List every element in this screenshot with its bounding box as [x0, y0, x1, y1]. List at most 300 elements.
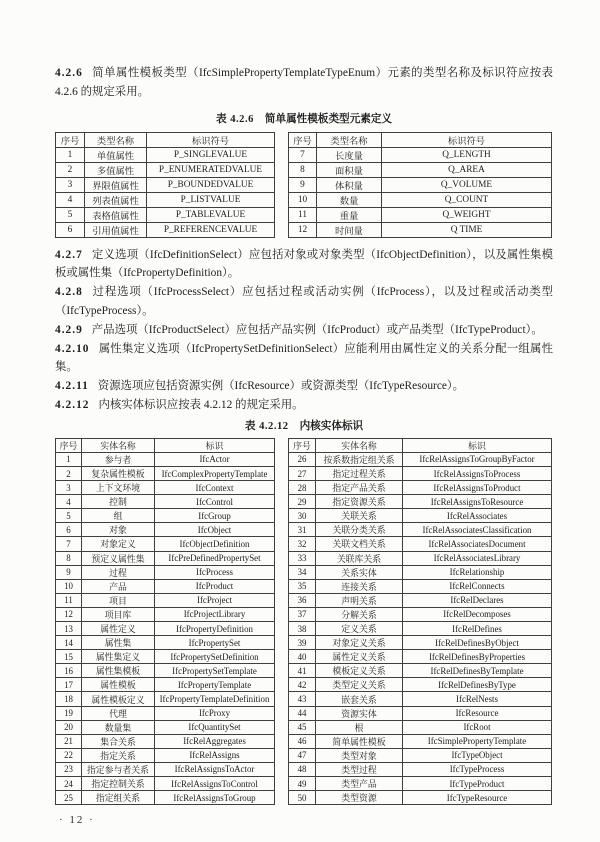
table-cell: 22 [56, 748, 82, 762]
table-cell: IfcRelAssociatesClassification [403, 523, 552, 537]
table-cell: 43 [289, 692, 316, 706]
table-cell: IfcRelDecomposes [403, 607, 552, 621]
table-cell: Q_AREA [382, 162, 552, 177]
table-body [56, 147, 275, 237]
section-text: 定义选项（IfcDefinitionSelect）应包括对象或对象类型（IfcObjectDefinition），以及属性集模板或属性集（IfcPropertyDefinition）。 [55, 248, 553, 280]
table-cell: 9 [289, 177, 317, 192]
table-cell: IfcProduct [155, 579, 275, 593]
table-row [289, 720, 552, 734]
table-cell: 重量 [317, 207, 382, 222]
table-header-cell: 序号 [56, 132, 85, 147]
table-cell: 6 [56, 523, 82, 537]
table-cell: IfcRelDefines [403, 621, 552, 635]
table-cell: 5 [56, 509, 82, 523]
table-header-row [289, 438, 552, 452]
table-cell: IfcRelAssignsToActor [155, 762, 275, 776]
table-row [289, 565, 552, 579]
table-cell: 对象定义关系 [316, 636, 403, 650]
table-cell: 属性定义关系 [316, 650, 403, 664]
table-row [56, 720, 275, 734]
table-cell: P_BOUNDEDVALUE [147, 177, 275, 192]
table-row [56, 762, 275, 776]
table-cell: 26 [289, 452, 316, 466]
table-row [56, 692, 275, 706]
caption-label: 表 4.2.12 [244, 420, 289, 432]
table-cell: 49 [289, 777, 316, 791]
table-cell: 17 [56, 678, 82, 692]
table-row [56, 734, 275, 748]
table-cell: 15 [56, 650, 82, 664]
table-cell: 50 [289, 791, 316, 805]
table-header-cell: 类型名称 [317, 132, 382, 147]
table-row [56, 147, 275, 162]
table-header-cell: 标识 [155, 438, 275, 452]
table-row [289, 607, 552, 621]
table-cell: 对象 [82, 523, 155, 537]
table-cell: 45 [289, 720, 316, 734]
table-cell: 对象定义 [82, 537, 155, 551]
table-cell: IfcRelAssignsToProcess [403, 466, 552, 480]
table-cell: 按系数指定组关系 [316, 452, 403, 466]
table-row [289, 509, 552, 523]
table-cell: 1 [56, 147, 85, 162]
table-cell: IfcTypeProduct [403, 777, 552, 791]
table-cell: 属性集模板 [82, 664, 155, 678]
table-cell: 9 [56, 565, 82, 579]
table-cell: 类型对象 [316, 748, 403, 762]
table-cell: 预定义属性集 [82, 551, 155, 565]
table-cell: IfcProjectLibrary [155, 607, 275, 621]
table-cell: 指定资源关系 [316, 495, 403, 509]
table-cell: IfcTypeObject [403, 748, 552, 762]
table-cell: Q_WEIGHT [382, 207, 552, 222]
table-row [289, 621, 552, 635]
table-cell: 表格值属性 [85, 207, 147, 222]
table-cell: 上下文环境 [82, 481, 155, 495]
table-row [289, 678, 552, 692]
table-row [56, 452, 275, 466]
section-text: 属性集定义选项（IfcPropertySetDefinitionSelect）应能利用由属性定义的关系分配一组属性集。 [55, 342, 553, 374]
property-template-table-right [288, 132, 552, 238]
table-header-cell: 标识 [403, 438, 552, 452]
table-row [56, 607, 275, 621]
table-cell: IfcObjectDefinition [155, 537, 275, 551]
table-cell: 3 [56, 481, 82, 495]
table-cell: 27 [289, 466, 316, 480]
table-cell: P_SINGLEVALUE [147, 147, 275, 162]
table-cell: IfcRelNests [403, 692, 552, 706]
table-cell: 项目 [82, 593, 155, 607]
table-row [289, 777, 552, 791]
table-row [56, 177, 275, 192]
table-row [289, 192, 552, 207]
table-row [56, 481, 275, 495]
kernel-entity-table-left [55, 438, 275, 805]
table-cell: 数量 [317, 192, 382, 207]
table-cell: IfcObject [155, 523, 275, 537]
table-cell: 7 [289, 147, 317, 162]
table-cell: 4 [56, 192, 85, 207]
table-header-row [56, 132, 275, 147]
table-row [289, 481, 552, 495]
table-cell: 属性集定义 [82, 650, 155, 664]
table-row [289, 593, 552, 607]
table-cell: IfcPropertyDefinition [155, 621, 275, 635]
table-row [289, 650, 552, 664]
table-cell: 6 [56, 222, 85, 237]
table-header-cell: 实体名称 [316, 438, 403, 452]
table-cell: P_LISTVALUE [147, 192, 275, 207]
table-row [289, 222, 552, 237]
section-text: 过程选项（IfcProcessSelect）应包括过程或活动实例（IfcProcess），以及过程或活动类型（IfcTypeProcess）。 [55, 286, 553, 317]
table-row [56, 551, 275, 565]
table-caption-4-2-12 [55, 420, 553, 434]
table-cell: IfcProcess [155, 565, 275, 579]
table-cell: IfcProject [155, 593, 275, 607]
table-row [289, 734, 552, 748]
table-cell: 属性模板 [82, 678, 155, 692]
table-cell: Q_LENGTH [382, 147, 552, 162]
table-cell: IfcPropertySetTemplate [155, 664, 275, 678]
table-cell: IfcRelAggregates [155, 734, 275, 748]
table-cell: 指定控制关系 [82, 777, 155, 791]
table-cell: 18 [56, 692, 82, 706]
table-cell: IfcGroup [155, 509, 275, 523]
table-cell: IfcRelAssigns [155, 748, 275, 762]
table-cell: 47 [289, 748, 316, 762]
table-cell: IfcPreDefinedPropertySet [155, 551, 275, 565]
table-cell: IfcPropertySetDefinition [155, 650, 275, 664]
table-row [56, 565, 275, 579]
section-paragraph-4-2-7 [55, 246, 553, 284]
table-cell: IfcComplexPropertyTemplate [155, 466, 275, 480]
table-row [289, 762, 552, 776]
table-cell: 10 [289, 192, 317, 207]
table-cell: 属性定义 [82, 621, 155, 635]
table-cell: 分解关系 [316, 607, 403, 621]
table-cell: IfcQuantitySet [155, 720, 275, 734]
table-cell: 23 [56, 762, 82, 776]
table-cell: 20 [56, 720, 82, 734]
table-row [56, 162, 275, 177]
table-row [56, 207, 275, 222]
table-cell: 3 [56, 177, 85, 192]
table-cell: IfcRelAssignsToGroupByFactor [403, 452, 552, 466]
table-row [56, 222, 275, 237]
table-cell: 48 [289, 762, 316, 776]
table-cell: 28 [289, 481, 316, 495]
table-cell: 简单属性模板 [316, 734, 403, 748]
section-text: 内核实体标识应按表 4.2.12 的规定采用。 [98, 398, 304, 411]
table-cell: IfcRoot [403, 720, 552, 734]
table-cell: 21 [56, 734, 82, 748]
table-cell: Q_VOLUME [382, 177, 552, 192]
table-cell: 1 [56, 452, 82, 466]
section-paragraph-4-2-10 [55, 340, 553, 378]
kernel-entity-table-right [288, 438, 552, 805]
table-cell: 属性集 [82, 636, 155, 650]
table-cell: 集合关系 [82, 734, 155, 748]
table-cell: 8 [289, 162, 317, 177]
table-cell: 参与者 [82, 452, 155, 466]
table-row [56, 791, 275, 805]
section-number: 4.2.12 [55, 398, 90, 411]
table-cell: 44 [289, 706, 316, 720]
section-paragraph-4-2-9 [55, 321, 553, 340]
table-row [289, 706, 552, 720]
table-row [289, 636, 552, 650]
table-row [289, 551, 552, 565]
table-cell: 39 [289, 636, 316, 650]
table-row [289, 537, 552, 551]
table-row [289, 664, 552, 678]
table-cell: IfcRelAssociates [403, 509, 552, 523]
section-paragraph-4-2-12 [55, 396, 553, 415]
table-cell: 36 [289, 593, 316, 607]
table-cell: IfcTypeResource [403, 791, 552, 805]
table-row [56, 621, 275, 635]
table-row [289, 579, 552, 593]
table-cell: 复杂属性模板 [82, 466, 155, 480]
table-cell: 40 [289, 650, 316, 664]
table-cell: IfcRelAssignsToProduct [403, 481, 552, 495]
table-body [289, 147, 552, 237]
table-row [289, 177, 552, 192]
table-row [56, 509, 275, 523]
table-cell: 定义关系 [316, 621, 403, 635]
table-cell: 嵌套关系 [316, 692, 403, 706]
table-row [56, 495, 275, 509]
table-cell: Q TIME [382, 222, 552, 237]
table-cell: IfcRelAssignsToControl [155, 777, 275, 791]
table-cell: 25 [56, 791, 82, 805]
table-caption-4-2-6 [55, 113, 553, 127]
table-header-cell: 序号 [289, 132, 317, 147]
table-cell: 32 [289, 537, 316, 551]
section-number: 4.2.9 [55, 323, 83, 336]
table-cell: 界限值属性 [85, 177, 147, 192]
table-cell: 组 [82, 509, 155, 523]
section-number: 4.2.7 [55, 248, 83, 261]
table-row [56, 523, 275, 537]
table-cell: 33 [289, 551, 316, 565]
section-number: 4.2.10 [55, 342, 90, 355]
table-cell: 引用值属性 [85, 222, 147, 237]
table-cell: 声明关系 [316, 593, 403, 607]
page-number: · 12 · [59, 814, 95, 827]
table-cell: IfcResource [403, 706, 552, 720]
table-row [56, 664, 275, 678]
sections-block [55, 246, 553, 415]
section-paragraph-4-2-8 [55, 283, 553, 321]
table-header-cell: 类型名称 [85, 132, 147, 147]
table-cell: 34 [289, 565, 316, 579]
table-cell: 10 [56, 579, 82, 593]
table-cell: IfcRelationship [403, 565, 552, 579]
table-cell: Q_COUNT [382, 192, 552, 207]
table-row [289, 466, 552, 480]
table-header-cell: 标识符号 [382, 132, 552, 147]
table-cell: 过程 [82, 565, 155, 579]
table-cell: 关系实体 [316, 565, 403, 579]
table-cell: 2 [56, 162, 85, 177]
table-cell: IfcSimplePropertyTemplate [403, 734, 552, 748]
table-row [56, 678, 275, 692]
table-header-row [289, 132, 552, 147]
table-body [289, 452, 552, 804]
table-cell: 11 [289, 207, 317, 222]
table-cell: 8 [56, 551, 82, 565]
table-cell: IfcRelDefinesByObject [403, 636, 552, 650]
section-paragraph-4-2-11 [55, 377, 553, 396]
table-cell: IfcRelAssignsToResource [403, 495, 552, 509]
table-cell: 多值属性 [85, 162, 147, 177]
section-number: 4.2.8 [55, 286, 83, 299]
property-template-table [55, 132, 553, 238]
table-row [289, 162, 552, 177]
table-row [289, 452, 552, 466]
kernel-entity-table [55, 438, 553, 805]
table-cell: IfcContext [155, 481, 275, 495]
table-cell: 关联库关系 [316, 551, 403, 565]
table-cell: 42 [289, 678, 316, 692]
table-cell: 35 [289, 579, 316, 593]
table-cell: 指定组关系 [82, 791, 155, 805]
caption-title: 简单属性模板类型元素定义 [264, 113, 393, 125]
table-cell: IfcPropertySet [155, 636, 275, 650]
table-cell: 31 [289, 523, 316, 537]
table-cell: 指定参与者关系 [82, 762, 155, 776]
table-cell: IfcActor [155, 452, 275, 466]
section-text: 简单属性模板类型（IfcSimplePropertyTemplateTypeEnum）元素的类型名称及标识符应按表 4.2.6 的规定采用。 [55, 67, 553, 98]
table-cell: 24 [56, 777, 82, 791]
table-header-cell: 标识符号 [147, 132, 275, 147]
table-row [56, 579, 275, 593]
table-header-cell: 序号 [56, 438, 82, 452]
caption-title: 内核实体标识 [299, 420, 364, 432]
table-cell: 列表值属性 [85, 192, 147, 207]
table-cell: 时间量 [317, 222, 382, 237]
table-row [56, 192, 275, 207]
table-cell: IfcRelAssignsToGroup [155, 791, 275, 805]
table-row [289, 147, 552, 162]
table-cell: 属性模板定义 [82, 692, 155, 706]
table-row [289, 495, 552, 509]
table-cell: IfcPropertyTemplate [155, 678, 275, 692]
table-row [289, 207, 552, 222]
table-cell: 控制 [82, 495, 155, 509]
table-row [56, 466, 275, 480]
table-cell: 单值属性 [85, 147, 147, 162]
table-cell: 关联分类关系 [316, 523, 403, 537]
table-cell: 指定过程关系 [316, 466, 403, 480]
table-header-cell: 实体名称 [82, 438, 155, 452]
table-cell: 指定关系 [82, 748, 155, 762]
table-row [56, 650, 275, 664]
section-text: 资源选项应包括资源实例（IfcResource）或资源类型（IfcTypeResource）。 [97, 380, 465, 393]
table-cell: 体积量 [317, 177, 382, 192]
table-row [56, 748, 275, 762]
table-cell: 产品 [82, 579, 155, 593]
table-body [56, 452, 275, 804]
table-cell: 类型资源 [316, 791, 403, 805]
table-cell: 5 [56, 207, 85, 222]
table-cell: 14 [56, 636, 82, 650]
table-cell: 41 [289, 664, 316, 678]
table-cell: 38 [289, 621, 316, 635]
section-paragraph-4-2-6 [55, 64, 553, 102]
table-cell: 13 [56, 621, 82, 635]
property-template-table-left [55, 132, 275, 238]
table-cell: IfcRelDefinesByTemplate [403, 664, 552, 678]
table-cell: P_REFERENCEVALUE [147, 222, 275, 237]
table-cell: 代理 [82, 706, 155, 720]
table-row [56, 593, 275, 607]
table-cell: 面积量 [317, 162, 382, 177]
table-cell: IfcRelDeclares [403, 593, 552, 607]
table-header-row [56, 438, 275, 452]
table-row [56, 537, 275, 551]
table-cell: 2 [56, 466, 82, 480]
table-cell: IfcRelDefinesByProperties [403, 650, 552, 664]
table-cell: 19 [56, 706, 82, 720]
table-header-cell: 序号 [289, 438, 316, 452]
table-cell: 类型定义关系 [316, 678, 403, 692]
table-cell: 46 [289, 734, 316, 748]
table-row [56, 777, 275, 791]
section-number: 4.2.11 [55, 380, 89, 393]
table-row [289, 692, 552, 706]
table-row [289, 748, 552, 762]
table-cell: P_TABLEVALUE [147, 207, 275, 222]
table-cell: IfcPropertyTemplateDefinition [155, 692, 275, 706]
table-cell: IfcRelAssociatesLibrary [403, 551, 552, 565]
table-cell: IfcRelDefinesByType [403, 678, 552, 692]
table-cell: 16 [56, 664, 82, 678]
table-cell: 根 [316, 720, 403, 734]
table-cell: P_ENUMERATEDVALUE [147, 162, 275, 177]
table-cell: 关联文档关系 [316, 537, 403, 551]
table-cell: 37 [289, 607, 316, 621]
table-row [56, 636, 275, 650]
table-cell: IfcRelConnects [403, 579, 552, 593]
table-cell: 30 [289, 509, 316, 523]
table-cell: 关联关系 [316, 509, 403, 523]
table-cell: 项目库 [82, 607, 155, 621]
section-number: 4.2.6 [55, 67, 83, 79]
caption-label: 表 4.2.6 [215, 113, 254, 125]
table-cell: IfcRelAssociatesDocument [403, 537, 552, 551]
table-row [289, 523, 552, 537]
section-text: 产品选项（IfcProductSelect）应包括产品实例（IfcProduct）或产品类型（IfcTypeProduct）。 [91, 323, 543, 336]
table-cell: IfcControl [155, 495, 275, 509]
table-row [289, 791, 552, 805]
table-cell: 指定产品关系 [316, 481, 403, 495]
table-cell: 12 [56, 607, 82, 621]
table-cell: IfcTypeProcess [403, 762, 552, 776]
table-cell: 12 [289, 222, 317, 237]
table-cell: 7 [56, 537, 82, 551]
table-cell: 类型产品 [316, 777, 403, 791]
table-cell: IfcProxy [155, 706, 275, 720]
table-cell: 11 [56, 593, 82, 607]
table-cell: 长度量 [317, 147, 382, 162]
table-cell: 连接关系 [316, 579, 403, 593]
table-cell: 类型过程 [316, 762, 403, 776]
table-cell: 4 [56, 495, 82, 509]
table-cell: 模板定义关系 [316, 664, 403, 678]
table-cell: 数量集 [82, 720, 155, 734]
